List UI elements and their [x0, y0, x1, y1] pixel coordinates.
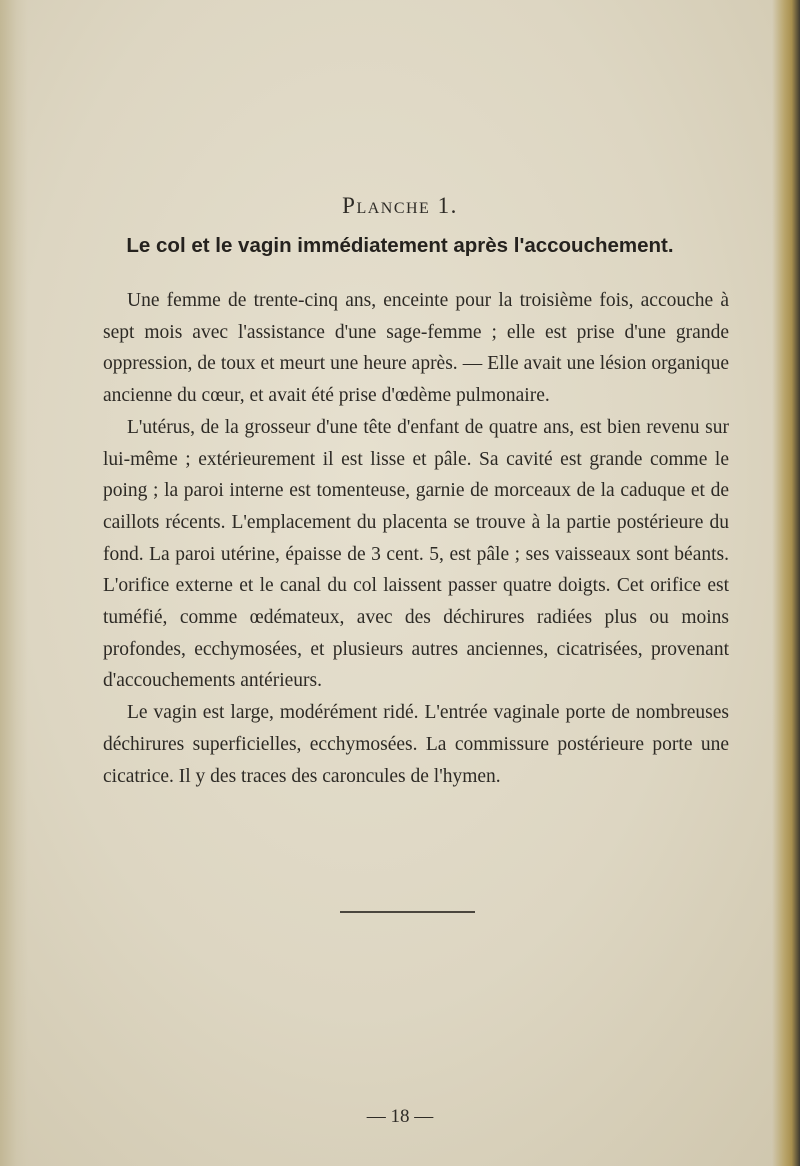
- paragraph: L'utérus, de la grosseur d'une tête d'enfant de quatre ans, est bien revenu sur lui-même ; extérieurement il est lisse et pâle. Sa cavité est grande comme le poing ; la paroi interne est tomenteuse, garnie de morceaux de la caduque et de caillots récents. L'emplacement du placenta se trouve à la partie postérieure du fond. La paroi utérine, épaisse de 3 cent. 5, est pâle ; ses vaisseaux sont béants. L'orifice externe et le canal du col laissent passer quatre doigts. Cet orifice est tuméfié, comme œdémateux, avec des déchirures radiées plus ou moins profondes, ecchymosées, et plusieurs autres anciennes, cicatrisées, provenant d'accouchements antérieurs.: [103, 416, 729, 692]
- page-edge: [772, 0, 800, 1166]
- binding-shadow: [0, 0, 28, 1166]
- paragraph: Une femme de trente-cinq ans, enceinte pour la troisième fois, accouche à sept mois avec l'assistance d'une sage-femme ; elle est prise d'une grande oppression, de toux et meurt une heure après. — Elle avait une lésion organique ancienne du cœur, et avait été prise d'œdème pulmonaire.: [103, 290, 729, 407]
- body-text: [103, 285, 729, 792]
- plate-title: Planche 1.: [342, 193, 458, 218]
- page-number: — 18 —: [366, 1106, 434, 1127]
- paragraph: Le vagin est large, modérément ridé. L'entrée vaginale porte de nombreuses déchirures superficielles, ecchymosées. La commissure postérieure porte une cicatrice. Il y des traces des caroncules de l'hymen.: [103, 702, 729, 787]
- plate-subtitle: Le col et le vagin immédiatement après l'accouchement.: [126, 234, 674, 257]
- separator-rule: [340, 911, 475, 913]
